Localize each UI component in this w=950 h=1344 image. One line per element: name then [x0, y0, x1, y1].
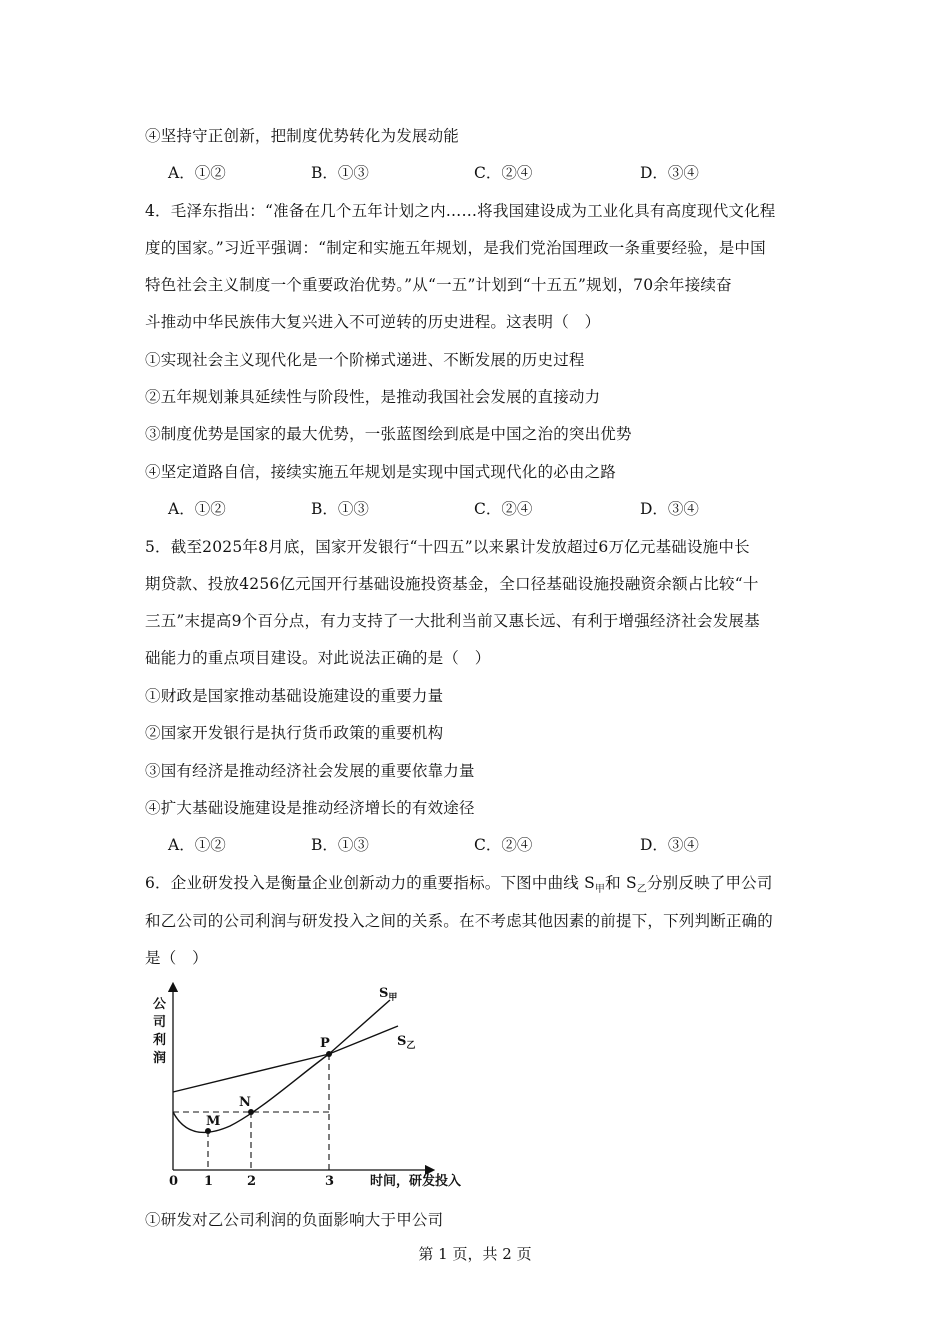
option-d: D．③④ [640, 500, 699, 518]
q6-statement-1: ①研发对乙公司利润的负面影响大于甲公司 [145, 1211, 444, 1229]
svg-text:润: 润 [153, 1051, 167, 1066]
x-tick-label: 1 [204, 1174, 214, 1189]
point-label-n: N [239, 1095, 251, 1110]
x-tick-label: 3 [325, 1174, 335, 1189]
option-b: B．①③ [311, 836, 369, 854]
q5-statement-3: ③国有经济是推动经济社会发展的重要依靠力量 [145, 762, 475, 780]
curve-label-s-jia: $S_甲$ [379, 986, 398, 1003]
svg-text:司: 司 [153, 1015, 167, 1030]
q4-stem-line: 斗推动中华民族伟大复兴进入不可逆转的历史进程。这表明（ ） [145, 313, 601, 331]
q4-stem-line: 特色社会主义制度一个重要政治优势。”从“一五”计划到“十五五”规划，70余年接续奋 [145, 276, 732, 294]
option-a: A．①② [168, 164, 226, 182]
q5-stem-line: 础能力的重点项目建设。对此说法正确的是（ ） [145, 649, 491, 667]
q4-statement-3: ③制度优势是国家的最大优势，一张蓝图绘到底是中国之治的突出优势 [145, 425, 632, 443]
q3-options [168, 161, 768, 181]
q6-stem-line: 和乙公司的公司利润与研发投入之间的关系。在不考虑其他因素的前提下，下列判断正确的 [145, 912, 774, 930]
q4-statement-2: ②五年规划兼具延续性与阶段性，是推动我国社会发展的直接动力 [145, 388, 601, 406]
option-a: A．①② [168, 836, 226, 854]
svg-text:公: 公 [153, 997, 167, 1012]
option-a: A．①② [168, 500, 226, 518]
q3-statement-4: ④坚持守正创新，把制度优势转化为发展动能 [145, 127, 460, 145]
subscript-jia: 甲 [594, 884, 606, 896]
q5-statement-4: ④扩大基础设施建设是推动经济增长的有效途径 [145, 799, 475, 817]
option-b: B．①③ [311, 500, 369, 518]
option-b: B．①③ [311, 164, 369, 182]
option-d: D．③④ [640, 836, 699, 854]
q6-stem-text: 和 S [605, 874, 637, 892]
option-c: C．②④ [474, 836, 533, 854]
q6-stem-line: 是（ ） [145, 949, 208, 967]
x-tick-label: 2 [247, 1174, 257, 1189]
q4-stem-line: 4．毛泽东指出：“准备在几个五年计划之内……将我国建设成为工业化具有高度现代文化程 [145, 202, 776, 220]
origin-label: 0 [169, 1174, 179, 1189]
q4-statement-1: ①实现社会主义现代化是一个阶梯式递进、不断发展的历史过程 [145, 351, 585, 369]
svg-text:利: 利 [153, 1033, 167, 1048]
subscript-yi: 乙 [636, 884, 647, 896]
point-label-p: P [320, 1036, 330, 1051]
q4-statement-4: ④坚定道路自信，接续实施五年规划是实现中国式现代化的必由之路 [145, 463, 617, 481]
point-label-m: M [206, 1114, 221, 1129]
q6-stem-text: 分别反映了甲公司 [646, 874, 773, 892]
option-c: C．②④ [474, 164, 533, 182]
q5-stem-line: 期贷款、投放4256亿元国开行基础设施投资基金，全口径基础设施投融资余额占比较“十 [145, 575, 759, 593]
x-axis-label: 时间，研发投入 [370, 1174, 462, 1189]
curve-s-yi [173, 1026, 398, 1092]
q5-stem-line: 三五”末提高9个百分点，有力支持了一大批利当前又惠长远、有利于增强经济社会发展基 [145, 612, 760, 630]
q4-stem-line: 度的国家。”习近平强调：“制定和实施五年规划，是我们党治国理政一条重要经验，是中国 [145, 239, 766, 257]
point-p [326, 1051, 332, 1057]
profit-rd-figure [140, 975, 500, 1195]
q5-statement-2: ②国家开发银行是执行货币政策的重要机构 [145, 724, 444, 742]
q5-statement-1: ①财政是国家推动基础设施建设的重要力量 [145, 687, 444, 705]
curve-label-s-yi: $S_乙$ [397, 1034, 416, 1051]
q6-stem-line [145, 871, 773, 895]
page-footer: 第 1 页，共 2 页 [418, 1245, 532, 1263]
y-axis-label [152, 997, 167, 1066]
q4-options [168, 497, 768, 517]
q5-stem-line: 5．截至2025年8月底，国家开发银行“十四五”以来累计发放超过6万亿元基础设施中长 [145, 538, 750, 556]
q5-options [168, 833, 768, 853]
option-c: C．②④ [474, 500, 533, 518]
option-d: D．③④ [640, 164, 699, 182]
q6-stem-text: 6．企业研发投入是衡量企业创新动力的重要指标。下图中曲线 S [145, 874, 595, 892]
